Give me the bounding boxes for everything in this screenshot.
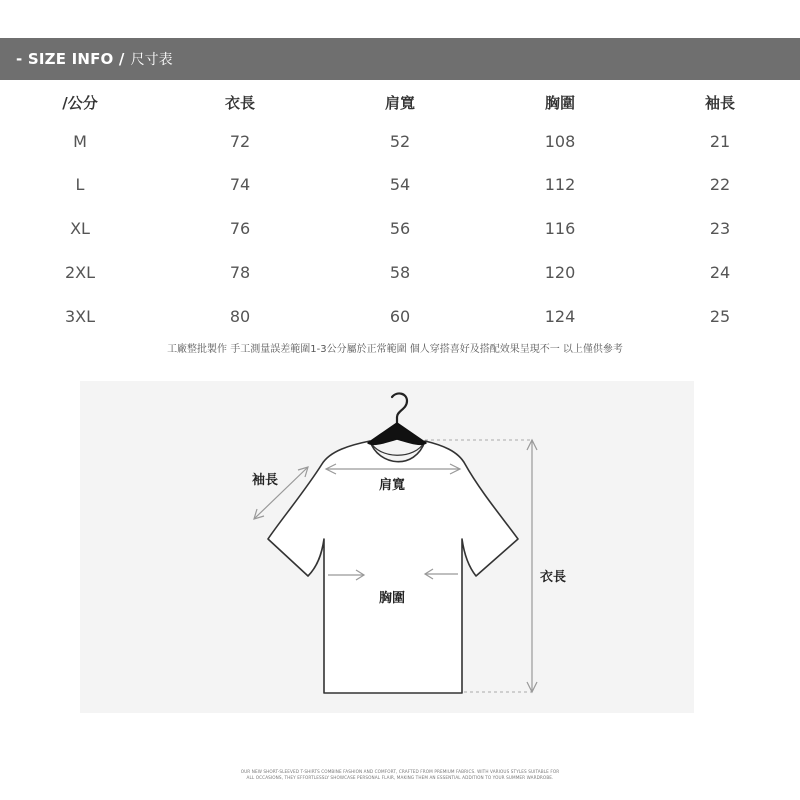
footer-line-1: OUR NEW SHORT-SLEEVED T-SHIRTS COMBINE FASHION AND COMFORT, CRAFTED FROM PREMIUM FABRICS. WITH VARIOUS STYLES SUITABLE FOR	[240, 769, 560, 774]
tshirt-illustration	[80, 381, 694, 713]
hanger-body	[368, 423, 426, 444]
size-table	[0, 84, 800, 338]
length-label: 衣長	[540, 570, 567, 585]
sleeve-label: 袖長	[252, 473, 279, 488]
hanger-hook	[392, 394, 407, 425]
sleeve-cell: 25	[709, 306, 731, 326]
header-length: 衣長	[224, 93, 255, 112]
chest-cell: 108	[544, 131, 576, 151]
shoulder-cell: 54	[389, 174, 411, 194]
sleeve-cell: 24	[709, 262, 731, 282]
measurement-note: 工廠整批製作 手工測量誤差範圍1-3公分屬於正常範圍 個人穿搭喜好及搭配效果呈現不一 以上僅供參考	[167, 344, 623, 355]
length-cell: 74	[229, 174, 251, 194]
size-info-banner	[0, 38, 800, 80]
sleeve-cell: 22	[709, 174, 731, 194]
shoulder-label: 肩寬	[379, 478, 406, 493]
shoulder-cell: 52	[389, 131, 411, 151]
sleeve-cell: 23	[709, 218, 731, 238]
size-cell: 3XL	[64, 306, 96, 326]
table-row	[0, 206, 800, 250]
chest-cell: 116	[544, 218, 576, 238]
sleeve-cell: 21	[709, 131, 731, 151]
banner-title: - SIZE INFO /	[16, 50, 125, 68]
size-cell: 2XL	[64, 262, 96, 282]
size-cell: L	[75, 174, 85, 194]
chest-label: 胸圍	[379, 591, 406, 606]
header-shoulder: 肩寬	[384, 93, 415, 112]
size-cell: XL	[70, 218, 90, 238]
length-cell: 72	[229, 131, 251, 151]
length-cell: 78	[229, 262, 251, 282]
header-chest: 胸圍	[544, 93, 575, 112]
shoulder-cell: 60	[389, 306, 411, 326]
table-header-row	[0, 84, 800, 120]
table-row	[0, 250, 800, 294]
header-sleeve: 袖長	[704, 93, 735, 112]
table-row	[0, 294, 800, 338]
table-row	[0, 120, 800, 162]
shoulder-cell: 56	[389, 218, 411, 238]
footer-line-2: ALL OCCASIONS, THEY EFFORTLESSLY SHOWCASE PERSONAL FLAIR, MAKING THEM AN ESSENTIAL ADDITION TO YOUR SUMMER WARDROBE.	[246, 775, 554, 780]
tshirt-measurement-diagram	[80, 381, 694, 713]
size-cell: M	[73, 131, 87, 151]
chest-cell: 124	[544, 306, 576, 326]
footer-description	[0, 769, 800, 781]
table-row	[0, 162, 800, 206]
header-unit: /公分	[62, 93, 98, 112]
shoulder-cell: 58	[389, 262, 411, 282]
chest-cell: 120	[544, 262, 576, 282]
chest-cell: 112	[544, 174, 576, 194]
banner-subtitle: 尺寸表	[130, 52, 173, 68]
length-cell: 80	[229, 306, 251, 326]
length-cell: 76	[229, 218, 251, 238]
